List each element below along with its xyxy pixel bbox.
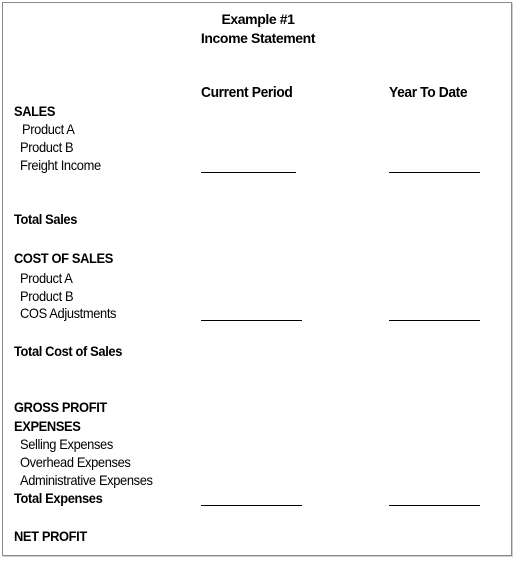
total-expenses-label: Total Expenses xyxy=(14,490,103,506)
column-header-year-to-date: Year To Date xyxy=(389,84,468,101)
section-heading-sales: SALES xyxy=(14,103,56,119)
cos-item-adjustments: COS Adjustments xyxy=(20,305,117,321)
statement-subtitle: Income Statement xyxy=(200,30,316,46)
expenses-current-underline xyxy=(201,505,302,506)
sales-current-underline xyxy=(201,172,296,173)
sales-item-product-b: Product B xyxy=(20,139,74,155)
total-sales-label: Total Sales xyxy=(14,211,78,227)
sales-item-product-a: Product A xyxy=(22,121,75,137)
section-heading-expenses: EXPENSES xyxy=(14,418,81,434)
statement-title: Example #1 xyxy=(221,11,295,27)
expenses-ytd-underline xyxy=(389,505,480,506)
cos-current-underline xyxy=(201,320,302,321)
cos-item-product-a: Product A xyxy=(20,270,73,286)
section-heading-cost-of-sales: COST OF SALES xyxy=(14,250,113,266)
expense-item-administrative: Administrative Expenses xyxy=(20,472,153,488)
expense-item-selling: Selling Expenses xyxy=(20,436,113,452)
sales-ytd-underline xyxy=(389,172,480,173)
column-header-current-period: Current Period xyxy=(201,84,293,101)
net-profit-label: NET PROFIT xyxy=(14,528,87,544)
gross-profit-label: GROSS PROFIT xyxy=(14,399,107,415)
cos-item-product-b: Product B xyxy=(20,288,74,304)
total-cost-of-sales-label: Total Cost of Sales xyxy=(14,343,122,359)
expense-item-overhead: Overhead Expenses xyxy=(20,454,131,470)
sales-item-freight-income: Freight Income xyxy=(20,157,101,173)
cos-ytd-underline xyxy=(389,320,480,321)
